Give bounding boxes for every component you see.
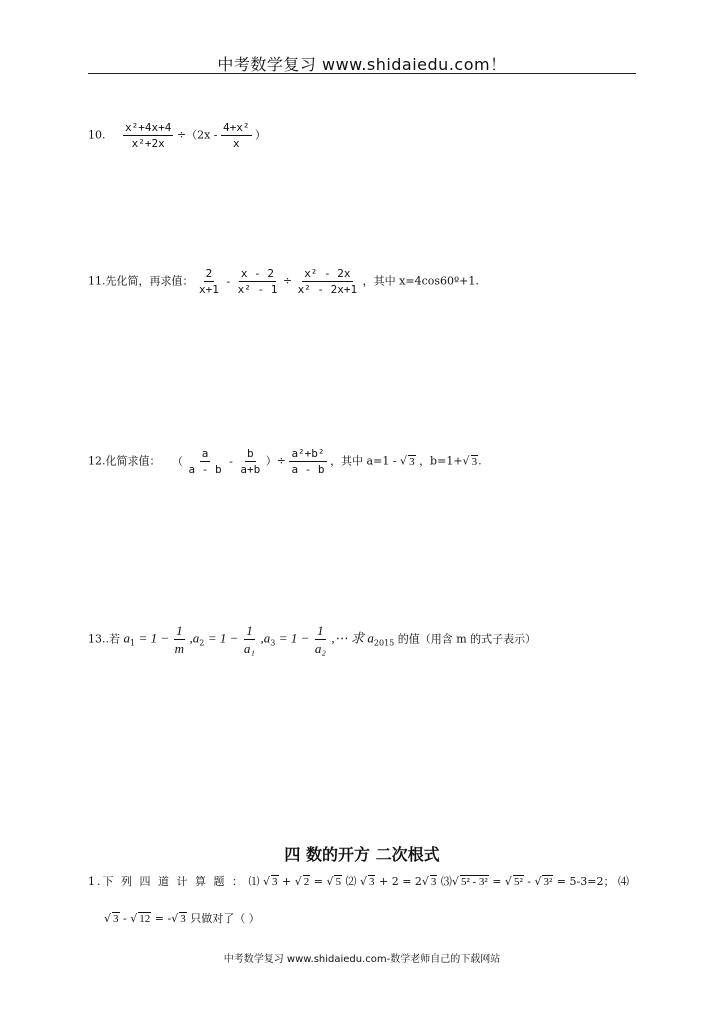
q12-prefix: 12.化简求值： [88, 454, 161, 468]
q13-dots: ,⋯ 求 [331, 630, 364, 646]
question-10 [88, 122, 266, 149]
s4q1-label-3: ⑶ [440, 875, 452, 888]
q11-op2: ÷ [282, 274, 293, 288]
q13-eq1: = 1 − [138, 630, 170, 646]
q12-condition-b: ，b=1+ [419, 454, 463, 468]
q12-open: （ [172, 454, 183, 468]
sqrt-icon: √ [504, 875, 512, 888]
q12-close: ）÷ [265, 454, 286, 468]
page-header: 中考数学复习 www.shidaiedu.com！ [217, 55, 507, 74]
s4q1-l2-equals: = - [154, 912, 172, 925]
s4q1-e1-equals: = [313, 875, 323, 888]
q12-condition-a: ，其中 a=1 - [330, 454, 397, 468]
q13-fraction-3 [313, 624, 328, 655]
sqrt-icon: √ [534, 875, 542, 888]
sqrt-icon: √ [171, 912, 179, 925]
q13-f3-denominator: a₂ [314, 641, 326, 656]
sqrt-icon: √ [400, 454, 408, 468]
s4q1-e2-radicand-a: 3 [368, 876, 375, 888]
q10-number: 10. [88, 128, 106, 142]
q10-f1-numerator: x²+4x+4 [125, 121, 172, 134]
sqrt-icon: √ [294, 875, 302, 888]
section-4-question-1 [88, 873, 629, 889]
q13-f1-numerator: 1 [176, 623, 183, 638]
q13-eq2: = 1 − [207, 630, 239, 646]
s4q1-e3-radicand-a: 5² - 3² [460, 876, 488, 888]
q11-op1: - [226, 274, 231, 288]
q13-a1-sub: 1 [130, 638, 136, 648]
s4q1-e1-plus: + [282, 875, 292, 888]
sqrt-icon: √ [104, 912, 112, 925]
s4q1-l2-radicand-b: 12 [139, 913, 151, 925]
page-footer: 中考数学复习 www.shidaiedu.com-数学老师自己的下载网站 [223, 954, 501, 965]
q12-f2-denominator: a+b [240, 463, 261, 476]
q10-f2-numerator: 4+x² [223, 121, 250, 134]
q13-a2015: a [367, 630, 374, 646]
s4q1-e2-radicand-b: 3 [430, 876, 437, 888]
q12-end: . [478, 454, 482, 468]
q13-suffix: 的值（用含 m 的式子表示） [397, 632, 537, 646]
q12-f1-numerator: a [201, 447, 209, 460]
s4q1-l2-answer-blank: 只做对了（ ） [190, 912, 260, 925]
sqrt-icon: √ [262, 875, 270, 888]
q13-a2-sub: 2 [199, 638, 205, 648]
q13-f2-denominator: a₁ [243, 641, 255, 656]
q12-fraction-1 [187, 448, 224, 475]
q13-a1: a [123, 630, 130, 646]
sqrt-icon: √ [130, 912, 138, 925]
q11-f2-denominator: x² - 1 [237, 283, 278, 296]
q11-suffix: ，其中 x=4cos60º+1. [362, 274, 479, 288]
s4q1-e1-radicand-c: 5 [335, 876, 341, 888]
s4q1-label-4: ⑷ [617, 875, 629, 888]
q13-a2015-sub: 2015 [373, 638, 395, 648]
s4q1-l2-minus: - [123, 912, 127, 925]
sqrt-icon: √ [359, 875, 367, 888]
q12-f3-denominator: a - b [291, 463, 325, 476]
q11-f1-numerator: 2 [205, 267, 213, 280]
s4q1-l2-radicand-a: 3 [113, 913, 119, 925]
question-12 [88, 448, 482, 475]
s4q1-e1-radicand-b: 2 [303, 876, 310, 888]
s4q1-e3-radicand-c: 3² [543, 876, 553, 888]
q12-radicand-1: 3 [409, 455, 415, 468]
q10-fraction-1 [123, 122, 173, 149]
s4q1-label-2: ⑵ [345, 875, 357, 888]
s4q1-e3-result: = 5-3=2； [556, 875, 615, 888]
sqrt-icon: √ [421, 875, 429, 888]
q10-end: ） [255, 128, 266, 142]
s4q1-label-1: ⑴ [248, 875, 260, 888]
q13-fraction-2 [242, 624, 257, 655]
q12-radicand-2: 3 [471, 455, 478, 468]
section-4-question-1-line-2 [104, 910, 260, 926]
question-13 [88, 624, 536, 655]
sqrt-icon: √ [451, 875, 459, 888]
q12-f2-numerator: b [246, 447, 254, 460]
q10-fraction-2 [221, 122, 252, 149]
sqrt-icon: √ [326, 875, 334, 888]
s4q1-e3-radicand-b: 5² [513, 876, 523, 888]
sqrt-icon: √ [462, 454, 470, 468]
q10-f2-denominator: x [232, 137, 240, 150]
s4q1-e1-radicand-a: 3 [272, 876, 278, 888]
q12-fraction-3 [289, 448, 326, 475]
q12-fraction-2 [238, 448, 262, 475]
q11-f3-numerator: x² - 2x [304, 267, 351, 280]
q11-f1-denominator: x+1 [199, 283, 219, 296]
s4q1-prefix: 1.下 列 四 道 计 算 题 ： [88, 875, 245, 888]
q10-mid: ÷（2x - [176, 128, 218, 142]
s4q1-e3-equals: = [492, 875, 502, 888]
q12-f3-numerator: a²+b² [291, 447, 325, 460]
q13-eq3: = 1 − [278, 630, 310, 646]
s4q1-l2-radicand-c: 3 [180, 913, 186, 925]
q11-prefix: 11.先化简，再求值： [88, 274, 194, 288]
section-4-title: 四 数的开方 二次根式 [284, 845, 440, 864]
q12-f1-denominator: a - b [188, 463, 222, 476]
s4q1-e2-mid: + 2 = 2 [378, 875, 422, 888]
q12-op1: - [229, 454, 233, 468]
question-11 [88, 268, 479, 295]
q11-f2-numerator: x - 2 [240, 267, 275, 280]
q11-fraction-1 [197, 268, 221, 295]
q10-f1-denominator: x²+2x [131, 137, 165, 150]
q13-a3-sub: 3 [270, 638, 276, 648]
q13-fraction-1 [173, 624, 186, 655]
q13-f1-denominator: m [174, 641, 185, 656]
q13-f2-numerator: 1 [246, 623, 253, 638]
q13-a2: ,a [189, 630, 200, 646]
q11-fraction-2 [236, 268, 280, 295]
header-rule [88, 73, 636, 74]
q13-prefix: 13..若 [88, 632, 120, 646]
q13-a3: ,a [260, 630, 271, 646]
q13-f3-numerator: 1 [317, 623, 324, 638]
q11-f3-denominator: x² - 2x+1 [297, 283, 358, 296]
q11-fraction-3 [296, 268, 360, 295]
s4q1-e3-minus: - [527, 875, 531, 888]
